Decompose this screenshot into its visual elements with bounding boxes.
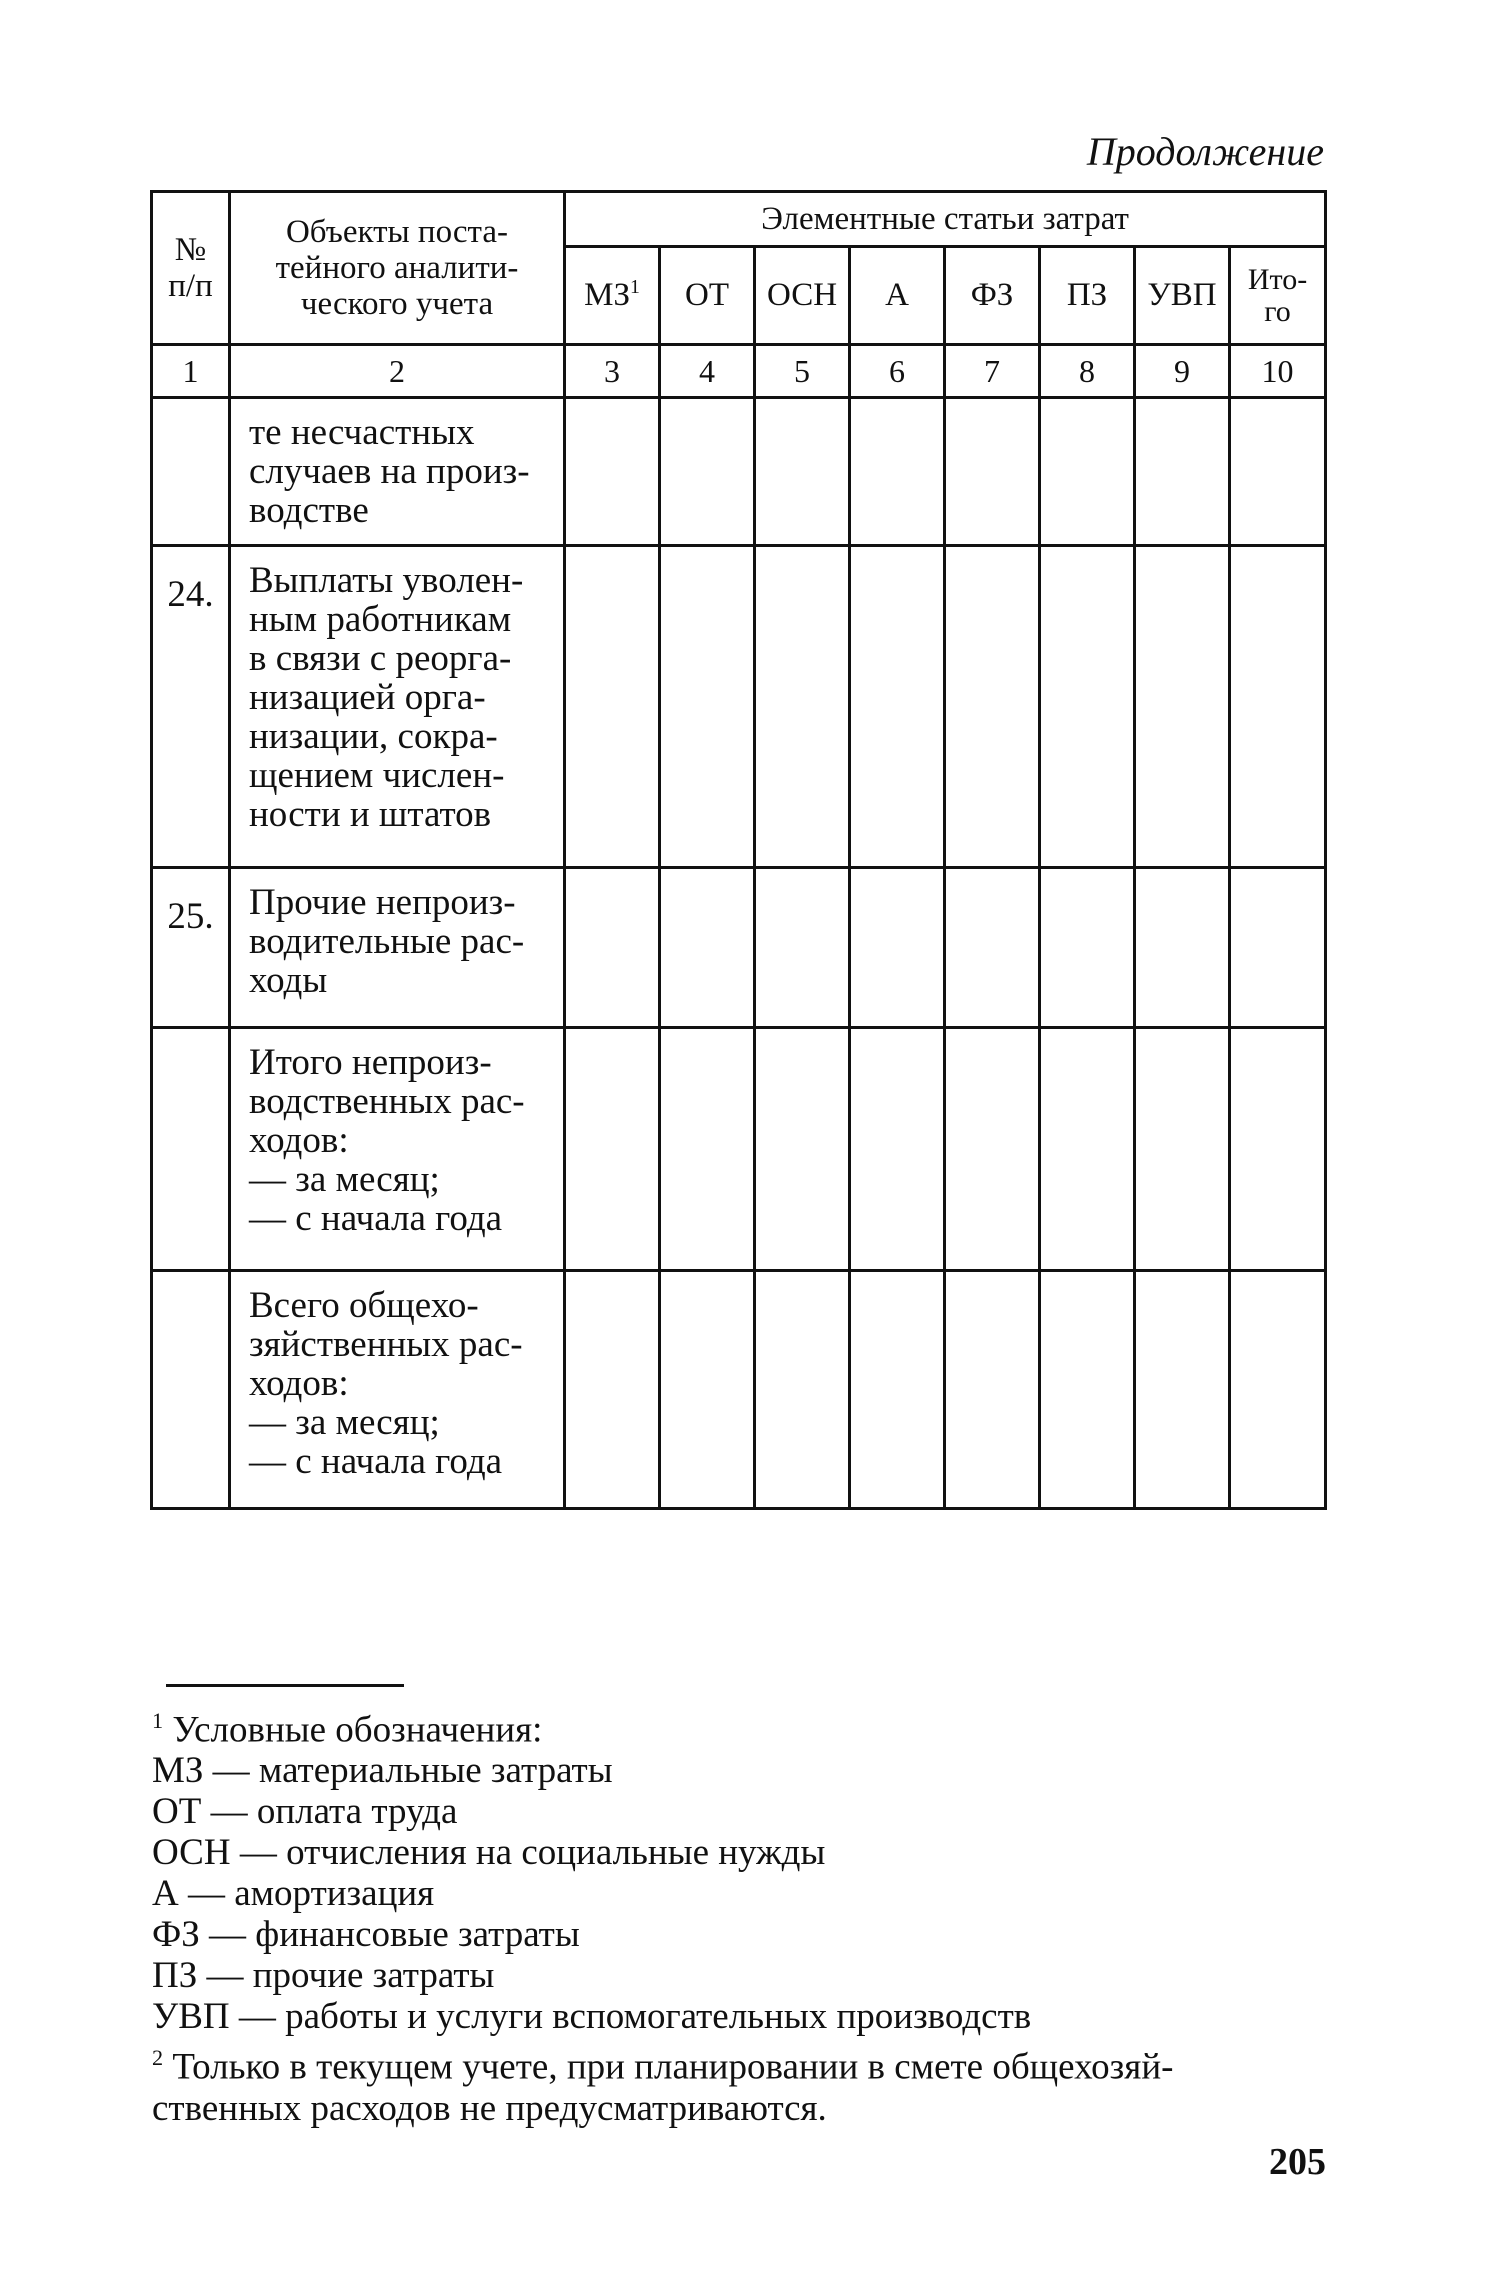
legend-item: ОТ — оплата труда: [152, 1791, 458, 1833]
empty-cell: [565, 546, 660, 868]
row-number: 25.: [152, 868, 230, 1028]
legend-item: А — амортизация: [152, 1873, 435, 1915]
empty-cell: [565, 398, 660, 546]
row-description: Выплаты уволен- ным работникам в связи с реорга- низацией орга- низации, сокра- щением числен- ности и штатов: [230, 546, 565, 868]
empty-cell: [660, 398, 755, 546]
empty-cell: [660, 868, 755, 1028]
empty-cell: [755, 868, 850, 1028]
empty-cell: [1040, 546, 1135, 868]
column-number: 7: [945, 345, 1040, 398]
continuation-label: Продолжение: [1086, 129, 1324, 174]
empty-cell: [1135, 1271, 1230, 1509]
empty-cell: [755, 1028, 850, 1271]
header-group: Элементные статьи затрат: [565, 192, 1326, 247]
empty-cell: [945, 1028, 1040, 1271]
empty-cell: [945, 868, 1040, 1028]
empty-cell: [850, 1271, 945, 1509]
empty-cell: [660, 546, 755, 868]
empty-cell: [660, 1271, 755, 1509]
empty-cell: [1135, 546, 1230, 868]
empty-cell: [1230, 1028, 1326, 1271]
legend-item: ПЗ — прочие затраты: [152, 1955, 495, 1997]
table-row: [152, 1271, 1326, 1509]
row-description: те несчастных случаев на произ- водстве: [230, 398, 565, 546]
column-number: 5: [755, 345, 850, 398]
empty-cell: [1135, 398, 1230, 546]
footnotes: [152, 1700, 1332, 2129]
header-col-fz: ФЗ: [945, 247, 1040, 345]
column-number: 4: [660, 345, 755, 398]
table-row: [152, 1028, 1326, 1271]
column-number: 6: [850, 345, 945, 398]
header-col-uvp: УВП: [1135, 247, 1230, 345]
row-number: 24.: [152, 546, 230, 868]
empty-cell: [1040, 398, 1135, 546]
column-number-row: [152, 345, 1326, 398]
table-body: [152, 192, 1326, 1509]
header-col-osn: ОСН: [755, 247, 850, 345]
empty-cell: [1230, 398, 1326, 546]
empty-cell: [1135, 868, 1230, 1028]
empty-cell: [1040, 1271, 1135, 1509]
header-col-mz: $МЗ^1$: [565, 247, 660, 345]
header-objects: Объекты поста- тейного аналити- ческого учета: [230, 192, 565, 345]
footnote-divider: [166, 1684, 404, 1687]
empty-cell: [945, 398, 1040, 546]
page-number: 205: [1269, 2141, 1326, 2183]
empty-cell: [850, 1028, 945, 1271]
row-description: Всего общехо- зяйственных рас- ходов: — за месяц; — с начала года: [230, 1271, 565, 1509]
legend-item: ФЗ — финансовые затраты: [152, 1914, 580, 1956]
column-number: 3: [565, 345, 660, 398]
empty-cell: [1230, 868, 1326, 1028]
column-number: 9: [1135, 345, 1230, 398]
footnote-1-title: $^1$ Условные обозначения:: [152, 1708, 543, 1751]
row-number: [152, 398, 230, 546]
column-number: 10: [1230, 345, 1326, 398]
legend-item: МЗ — материальные затраты: [152, 1750, 613, 1792]
empty-cell: [850, 546, 945, 868]
header-col-pz: ПЗ: [1040, 247, 1135, 345]
empty-cell: [1040, 1028, 1135, 1271]
empty-cell: [1040, 868, 1135, 1028]
empty-cell: [565, 868, 660, 1028]
empty-cell: [755, 546, 850, 868]
column-number: 2: [230, 345, 565, 398]
header-row-1: [152, 192, 1326, 247]
empty-cell: [1230, 1271, 1326, 1509]
empty-cell: [945, 1271, 1040, 1509]
row-description: Итого непроиз- водственных рас- ходов: — за месяц; — с начала года: [230, 1028, 565, 1271]
empty-cell: [565, 1028, 660, 1271]
row-number: [152, 1028, 230, 1271]
footnote-2-continuation: ственных расходов не предусматриваются.: [152, 2087, 827, 2129]
column-number: 8: [1040, 345, 1135, 398]
empty-cell: [945, 546, 1040, 868]
column-number: 1: [152, 345, 230, 398]
empty-cell: [850, 868, 945, 1028]
header-no: № п/п: [152, 192, 230, 345]
row-description: Прочие непроиз- водительные рас- ходы: [230, 868, 565, 1028]
empty-cell: [755, 398, 850, 546]
empty-cell: [660, 1028, 755, 1271]
header-col-total: Ито- го: [1230, 247, 1326, 345]
table-row: [152, 868, 1326, 1028]
legend-item: ОСН — отчисления на социальные нужды: [152, 1832, 826, 1874]
table-row: [152, 546, 1326, 868]
row-number: [152, 1271, 230, 1509]
table-row: [152, 398, 1326, 546]
empty-cell: [850, 398, 945, 546]
legend-item: УВП — работы и услуги вспомогательных производств: [152, 1996, 1032, 2038]
empty-cell: [755, 1271, 850, 1509]
cost-table: [150, 190, 1327, 1510]
header-col-ot: ОТ: [660, 247, 755, 345]
empty-cell: [1135, 1028, 1230, 1271]
header-col-a: А: [850, 247, 945, 345]
empty-cell: [565, 1271, 660, 1509]
empty-cell: [1230, 546, 1326, 868]
footnote-2: $^2$ Только в текущем учете, при планировании в смете общехозяй-: [152, 2045, 1174, 2088]
